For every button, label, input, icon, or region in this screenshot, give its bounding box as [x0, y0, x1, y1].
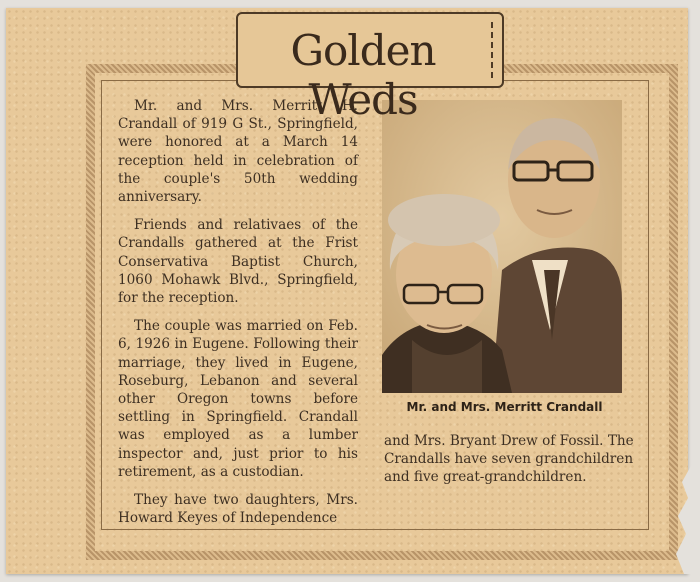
article-paragraph: They have two daughters, Mrs. Howard Keyes of Independence	[118, 492, 358, 527]
article-left-column	[118, 97, 358, 537]
torn-edge	[668, 464, 692, 574]
article-continuation: and Mrs. Bryant Drew of Fossil. The Crandalls have seven grandchildren and five great-grandchildren.	[384, 433, 634, 486]
article-paragraph: Friends and relativaes of the Crandalls gathered at the Frist Conservativa Baptist Church, 1060 Mohawk Blvd., Springfield, for the reception.	[118, 217, 358, 307]
headline: Golden Weds	[290, 26, 436, 124]
article-paragraph: Mr. and Mrs. Merritt H. Crandall of 919 G St., Springfield, were honored at a March 14 reception held in celebration of the couple's 50th wedding anniversary.	[118, 98, 358, 206]
article-right-column	[384, 432, 634, 487]
photo-caption: Mr. and Mrs. Merritt Crandall	[406, 400, 603, 414]
headline-dash-rule	[491, 22, 493, 78]
article-paragraph: The couple was married on Feb. 6, 1926 in Eugene. Following their marriage, they lived in Eugene, Roseburg, Lebanon and several other Oregon towns before settling in Springfield. Crandall was employed as a lumber inspector and, just prior to his retirement, as a custodian.	[118, 318, 358, 480]
headline-box	[236, 12, 504, 124]
couple-photo	[382, 100, 622, 393]
couple-portrait-image	[382, 100, 622, 393]
